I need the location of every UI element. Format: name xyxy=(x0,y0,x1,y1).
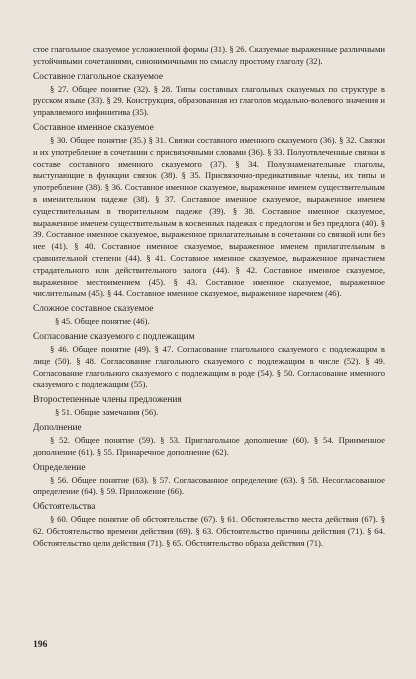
section-heading: Обстоятельства xyxy=(33,502,96,513)
section-heading: Определение xyxy=(33,462,86,473)
section-heading: Составное именное сказуемое xyxy=(33,122,154,133)
toc-entry: § 46. Общее понятие (49). § 47. Согласование глагольного сказуемого с подлежащим в лице (50). § 48. Согласование глагольного сказуемого с подлежащим в числе (52). § 49. Согласование глагольного сказуемого с подлежащим в роде (54). § 50. Согласование именного сказуемого с подлежащим (55). xyxy=(33,343,385,390)
section-heading: Второстепенные члены предложения xyxy=(33,395,182,406)
toc-entry: § 45. Общее понятие (46). xyxy=(55,316,150,327)
toc-entry: § 30. Общее понятие (35.) § 31. Связки составного именного сказуемого (36). § 32. Связки и их употребление в сочетании с присвязочными словами (36). § 33. Полуотвлеченные связки в составе составного именного сказуемого (37). § 34. Полузнаменательные глаголы, выступающие в функции связок (38). § 35. Присвязочно-предикативные члены, их типы и употребление (38). § 36. Составное именное сказуемое, выраженное именем существительным в именительном падеже (38). § 37. Составное именное сказуемое, выраженное именем существительным в творительном падеже (39). § 38. Составное именное сказуемое, выраженное именем существительным в косвенных падежах с предлогом и без предлога (40). § 39. Составное именное сказуемое, выраженное прилагательным в сочетании со связкой или без нее (41). § 40. Составное именное сказуемое, выраженное именем прилагательным в сравнительной степени (44). § 41. Составное именное сказуемое, выраженное причастием страдательного или действительного залога (44). § 42. Составное именное сказуемое, выраженное местоимением (45). § 43. Составное именное сказуемое, выраженное числительным (45). § 44. Составное именное сказуемое, выраженное наречием (46). xyxy=(33,134,385,299)
section-heading: Сложное составное сказуемое xyxy=(33,304,154,315)
toc-entry: § 52. Общее понятие (59). § 53. Приглагольное дополнение (60). § 54. Приименное дополнение (61). § 55. Принаречное дополнение (62). xyxy=(33,434,385,457)
table-of-contents xyxy=(33,44,385,550)
section-heading: Составное глагольное сказуемое xyxy=(33,71,163,82)
toc-entry: стое глагольное сказуемое усложненной формы (31). § 26. Сказуемые выраженные различными устойчивыми сочетаниями, синонимичными по смыслу простому глаголу (32). xyxy=(33,44,385,66)
section-heading: Дополнение xyxy=(33,422,82,433)
toc-entry: § 27. Общее понятие (32). § 28. Типы составных глагольных сказуемых по структуре в русском языке (33). § 29. Конструкция, образованная из глаголов модально-волевого значения и управляемого инфинитива (35). xyxy=(33,83,385,118)
toc-entry: § 56. Общее понятие (63). § 57. Согласованное определение (63). § 58. Несогласованное определение (64). § 59. Приложение (66). xyxy=(33,474,385,497)
page-number: 196 xyxy=(33,639,48,650)
section-heading: Согласование сказуемого с подлежащим xyxy=(33,331,195,342)
toc-entry: § 51. Общие замечания (56). xyxy=(55,407,159,418)
toc-entry: § 60. Общее понятие об обстоятельстве (67). § 61. Обстоятельство места действия (67). § 62. Обстоятельство времени действия (69). § 63. Обстоятельство причины действия (71). § 64. Обстоятельство цели действия (71). § 65. Обстоятельство образа действия (71). xyxy=(33,514,385,548)
